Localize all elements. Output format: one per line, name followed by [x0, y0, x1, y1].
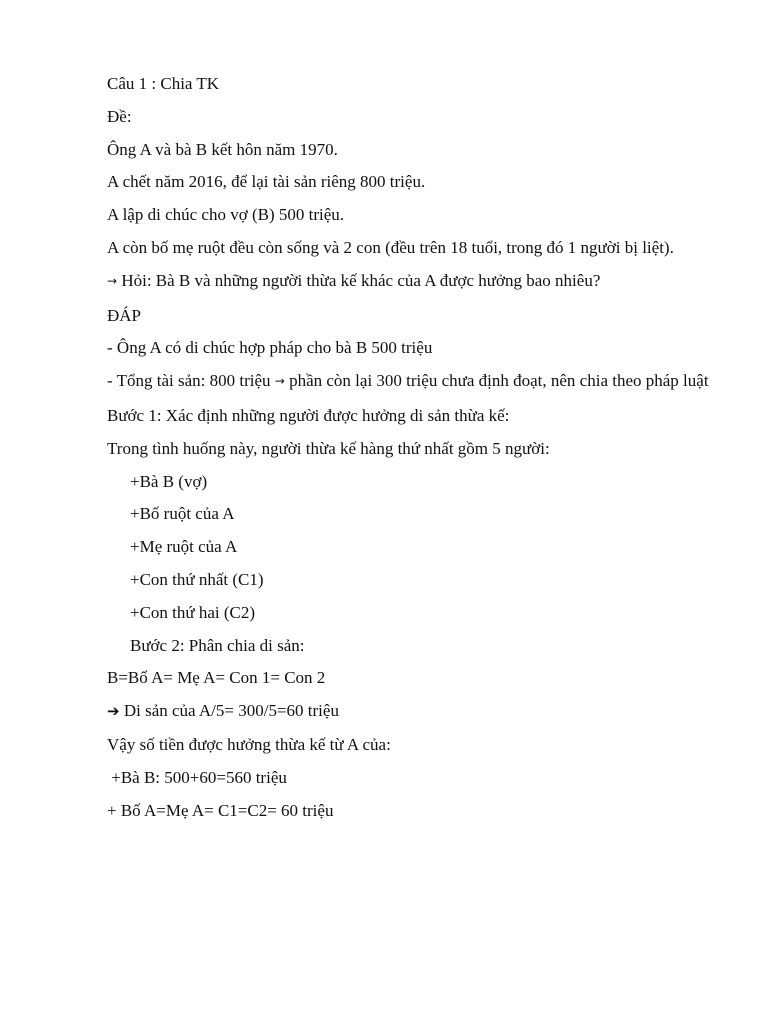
problem-line-2: A chết năm 2016, để lại tài sản riêng 800 triệu. — [107, 172, 426, 192]
result-line — [107, 699, 717, 723]
step-2-heading: Bước 2: Phân chia di sản: — [130, 635, 305, 655]
conclusion-intro: Vậy số tiền được hưởng thừa kế từ A của: — [107, 734, 391, 754]
right-arrow-icon: → — [274, 374, 285, 389]
heir-item: +Bố ruột của A — [130, 504, 235, 524]
problem-line-1: Ông A và bà B kết hôn năm 1970. — [107, 139, 338, 159]
answer-line-2-part-1: - Tổng tài sản: 800 triệu — [107, 371, 275, 391]
result-text: Di sản của A/5= 300/5=60 triệu — [119, 701, 339, 721]
question-line — [107, 269, 717, 294]
answer-label: ĐÁP — [107, 305, 142, 325]
right-arrow-icon: → — [107, 273, 118, 288]
question-text: Hỏi: Bà B và những người thừa kế khác của A được hưởng bao nhiêu? — [117, 270, 601, 290]
problem-line-4: A còn bố mẹ ruột đều còn sống và 2 con (đều trên 18 tuổi, trong đó 1 người bị liệt). — [107, 237, 674, 257]
answer-line-2-part-2: phần còn lại 300 triệu chưa định đoạt, nên chia theo pháp luật — [284, 371, 709, 391]
conclusion-wife: +Bà B: 500+60=560 triệu — [107, 767, 287, 787]
answer-line-2 — [107, 369, 717, 394]
problem-line-3: A lập di chúc cho vợ (B) 500 triệu. — [107, 205, 345, 225]
conclusion-others: + Bố A=Mẹ A= C1=C2= 60 triệu — [107, 800, 334, 820]
document-title: Câu 1 : Chia TK — [107, 74, 220, 93]
step-1-intro: Trong tình huống này, người thừa kế hàng thứ nhất gồm 5 người: — [107, 438, 550, 458]
heir-item: +Con thứ hai (C2) — [130, 602, 256, 622]
heir-item: +Bà B (vợ) — [130, 471, 208, 491]
heir-item: +Con thứ nhất (C1) — [130, 569, 264, 589]
answer-line-1: - Ông A có di chúc hợp pháp cho bà B 500 triệu — [107, 338, 433, 358]
equal-shares-equation: B=Bố A= Mẹ A= Con 1= Con 2 — [107, 668, 326, 688]
problem-label: Đề: — [107, 106, 132, 126]
document-page — [107, 72, 717, 831]
bold-right-arrow-icon: ➔ — [107, 702, 120, 721]
step-1-heading: Bước 1: Xác định những người được hưởng di sản thừa kế: — [107, 405, 510, 425]
heir-item: +Mẹ ruột của A — [130, 537, 238, 557]
